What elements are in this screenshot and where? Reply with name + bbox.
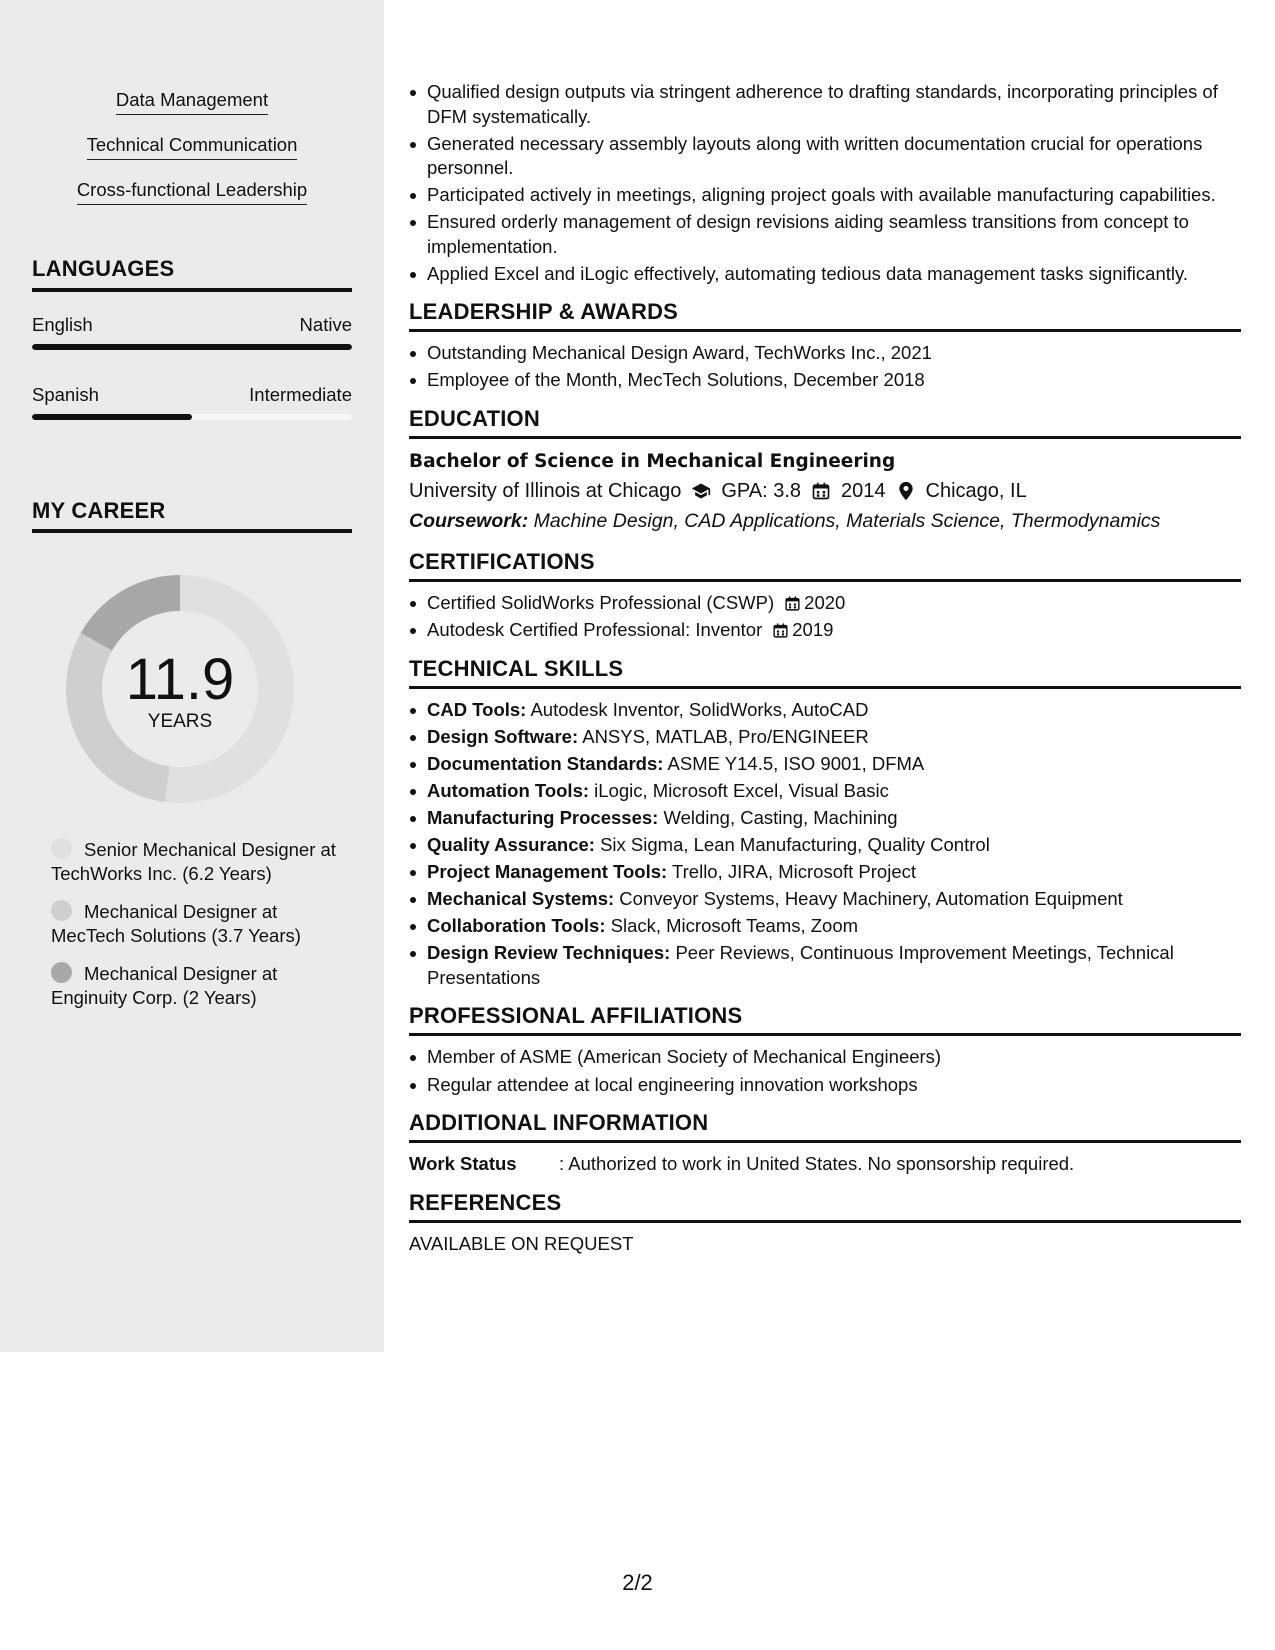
affiliations-list (409, 1045, 1241, 1097)
career-heading: MY CAREER (32, 498, 166, 523)
certification-name: Certified SolidWorks Professional (CSWP) (427, 591, 775, 613)
technical-skills-list (409, 698, 1241, 991)
language-row (32, 314, 352, 336)
leadership-list (409, 341, 1241, 393)
list-item: Qualified design outputs via stringent adherence to drafting standards, incorporating principles of DFM systematically. (409, 80, 1241, 129)
list-item (409, 833, 1241, 858)
career-total-years: 11.9 (125, 647, 235, 712)
skill-label: Mechanical Systems: (427, 888, 615, 910)
leadership-heading: LEADERSHIP & AWARDS (409, 299, 679, 325)
section-rule (409, 1220, 1241, 1223)
section-rule (409, 1140, 1241, 1143)
school-name: University of Illinois at Chicago (409, 479, 682, 502)
list-item: Employee of the Month, MecTech Solutions, December 2018 (409, 368, 1241, 393)
list-item (409, 698, 1241, 723)
skill-label: Project Management Tools: (427, 861, 668, 883)
career-legend-dot (51, 962, 72, 983)
language-name: Spanish (32, 384, 99, 405)
education-meta (409, 476, 1241, 506)
list-item: Applied Excel and iLogic effectively, automating tedious data management tasks significantly. (409, 262, 1241, 287)
skill-value: Six Sigma, Lean Manufacturing, Quality Control (600, 834, 990, 856)
language-level: Native (299, 314, 352, 335)
list-item (409, 752, 1241, 777)
skill-value: Welding, Casting, Machining (663, 806, 898, 828)
certification-year: 2019 (792, 619, 834, 641)
skill-item: Technical Communication (0, 133, 384, 160)
coursework (409, 506, 1241, 536)
section-rule (409, 1033, 1241, 1036)
skill-value: ANSYS, MATLAB, Pro/ENGINEER (582, 725, 869, 747)
work-status-row (409, 1152, 1241, 1177)
language-bar-fill (32, 344, 352, 350)
location-pin-icon (896, 481, 916, 501)
languages-rule (32, 288, 352, 292)
career-legend-item: Mechanical Designer at MecTech Solutions (3.7 Years) (51, 901, 301, 946)
degree-title: Bachelor of Science in Mechanical Engineering (409, 450, 896, 472)
skill-item: Cross-functional Leadership (0, 178, 384, 205)
sidebar (0, 0, 384, 1352)
additional-info-heading: ADDITIONAL INFORMATION (409, 1110, 709, 1135)
skill-label: CAD Tools: (427, 698, 527, 720)
career-legend-dot (51, 900, 72, 921)
language-level: Intermediate (249, 384, 352, 405)
education-heading: EDUCATION (409, 405, 540, 431)
calendar-icon (772, 622, 789, 639)
list-item: Ensured orderly management of design revisions aiding seamless transitions from concept to implementation. (409, 210, 1241, 259)
coursework-list: Machine Design, CAD Applications, Materials Science, Thermodynamics (533, 509, 1161, 532)
list-item: Generated necessary assembly layouts along with written documentation crucial for operations personnel. (409, 132, 1241, 181)
skill-value: Trello, JIRA, Microsoft Project (672, 861, 916, 883)
list-item (409, 591, 1241, 616)
work-status-label: Work Status (409, 1153, 517, 1174)
list-item: Participated actively in meetings, aligning project goals with available manufacturing capabilities. (409, 183, 1241, 208)
skill-value: Peer Reviews, Continuous Improvement Meetings, Technical Presentations (427, 942, 1174, 988)
gpa: GPA: 3.8 (721, 479, 802, 502)
career-donut-slice (81, 575, 180, 651)
references-heading: REFERENCES (409, 1189, 562, 1215)
career-legend-item: Senior Mechanical Designer at TechWorks Inc. (6.2 Years) (51, 839, 336, 884)
list-item (409, 618, 1241, 643)
skill-label: Collaboration Tools: (427, 915, 606, 937)
language-bar (32, 414, 352, 420)
coursework-label: Coursework: (409, 509, 529, 532)
skill-label: Documentation Standards: (427, 752, 664, 774)
section-rule (409, 579, 1241, 582)
certification-year: 2020 (804, 591, 846, 613)
references-text: AVAILABLE ON REQUEST (409, 1232, 634, 1254)
page-number: 2/2 (622, 1570, 653, 1595)
list-item (409, 860, 1241, 885)
graduation-year: 2014 (841, 479, 886, 502)
skill-value: Conveyor Systems, Heavy Machinery, Automation Equipment (619, 888, 1123, 910)
list-item (409, 725, 1241, 750)
certifications-heading: CERTIFICATIONS (409, 548, 595, 574)
list-item: Regular attendee at local engineering innovation workshops (409, 1073, 1241, 1098)
language-name: English (32, 314, 93, 335)
list-item (409, 806, 1241, 831)
experience-bullets (409, 80, 1241, 286)
affiliations-heading: PROFESSIONAL AFFILIATIONS (409, 1003, 743, 1029)
list-item (409, 779, 1241, 804)
section-rule (409, 686, 1241, 689)
career-total-unit: YEARS (147, 711, 213, 732)
languages-heading: LANGUAGES (32, 256, 175, 281)
list-item (409, 941, 1241, 990)
graduation-cap-icon (691, 481, 711, 501)
skill-item: Data Management (0, 88, 384, 115)
career-legend-item: Mechanical Designer at Enginuity Corp. (2 Years) (51, 963, 278, 1008)
list-item: Member of ASME (American Society of Mechanical Engineers) (409, 1045, 1241, 1070)
list-item (409, 887, 1241, 912)
list-item (409, 914, 1241, 939)
skill-label: Design Review Techniques: (427, 942, 671, 964)
school-location: Chicago, IL (925, 479, 1027, 502)
skill-value: Autodesk Inventor, SolidWorks, AutoCAD (530, 698, 869, 720)
skill-value: iLogic, Microsoft Excel, Visual Basic (594, 779, 889, 801)
career-legend-dot (51, 838, 72, 859)
skill-label: Quality Assurance: (427, 834, 595, 856)
skill-label: Automation Tools: (427, 779, 590, 801)
language-bar (32, 344, 352, 350)
section-rule (409, 329, 1241, 332)
main-content (409, 80, 1241, 1256)
calendar-icon (784, 595, 801, 612)
technical-skills-heading: TECHNICAL SKILLS (409, 655, 624, 681)
career-rule (32, 529, 352, 533)
list-item: Outstanding Mechanical Design Award, TechWorks Inc., 2021 (409, 341, 1241, 366)
language-row (32, 384, 352, 406)
calendar-icon (811, 481, 831, 501)
skill-label: Manufacturing Processes: (427, 806, 659, 828)
language-bar-fill (32, 414, 192, 420)
certifications-list (409, 591, 1241, 643)
skill-value: Slack, Microsoft Teams, Zoom (610, 915, 859, 937)
skill-value: ASME Y14.5, ISO 9001, DFMA (667, 752, 925, 774)
section-rule (409, 436, 1241, 439)
skill-label: Design Software: (427, 725, 579, 747)
certification-name: Autodesk Certified Professional: Inventor (427, 619, 763, 641)
work-status-value: : Authorized to work in United States. No sponsorship required. (559, 1153, 1075, 1174)
